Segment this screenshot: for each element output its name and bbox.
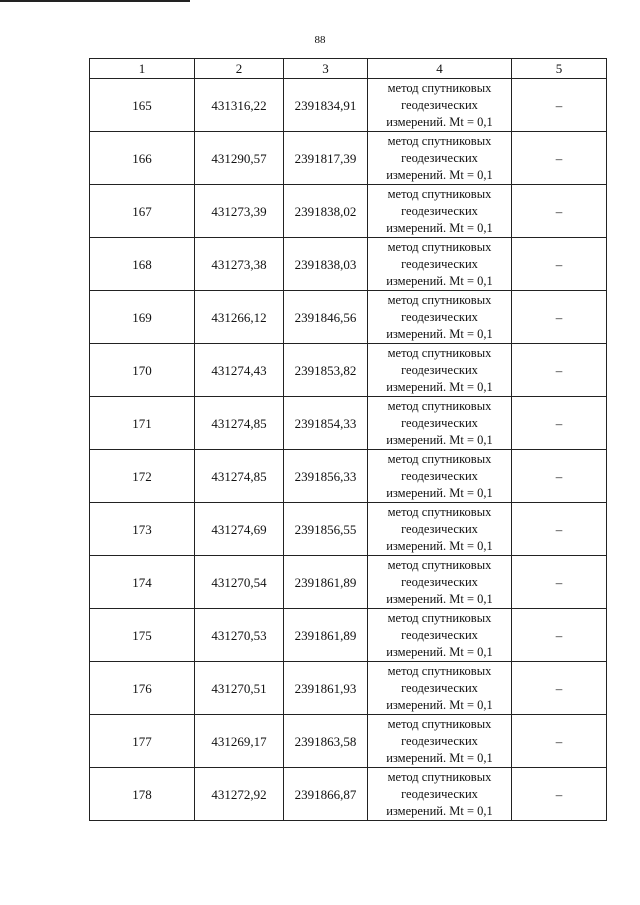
point-number: 169 bbox=[90, 291, 195, 344]
point-number: 165 bbox=[90, 79, 195, 132]
table-row bbox=[90, 132, 607, 185]
method-line: измерений. Mt = 0,1 bbox=[386, 697, 493, 712]
note-dash: – bbox=[512, 185, 607, 238]
method-line: метод спутниковых bbox=[387, 504, 492, 519]
point-number: 167 bbox=[90, 185, 195, 238]
header-col-1: 1 bbox=[90, 59, 195, 79]
coordinate-y: 2391853,82 bbox=[284, 344, 368, 397]
coordinate-y: 2391861,89 bbox=[284, 556, 368, 609]
method-line: измерений. Mt = 0,1 bbox=[386, 273, 493, 288]
note-dash: – bbox=[512, 344, 607, 397]
table-row bbox=[90, 609, 607, 662]
method-line: геодезических bbox=[401, 362, 478, 377]
coordinate-x: 431290,57 bbox=[195, 132, 284, 185]
method-cell bbox=[368, 450, 512, 503]
note-dash: – bbox=[512, 768, 607, 821]
note-dash: – bbox=[512, 79, 607, 132]
method-line: измерений. Mt = 0,1 bbox=[386, 750, 493, 765]
method-line: метод спутниковых bbox=[387, 663, 492, 678]
method-line: измерений. Mt = 0,1 bbox=[386, 644, 493, 659]
method-cell bbox=[368, 132, 512, 185]
method-cell bbox=[368, 344, 512, 397]
method-cell bbox=[368, 503, 512, 556]
note-dash: – bbox=[512, 238, 607, 291]
coordinate-x: 431266,12 bbox=[195, 291, 284, 344]
method-line: измерений. Mt = 0,1 bbox=[386, 114, 493, 129]
coordinate-x: 431272,92 bbox=[195, 768, 284, 821]
method-cell bbox=[368, 715, 512, 768]
table-body bbox=[90, 79, 607, 821]
method-cell bbox=[368, 291, 512, 344]
method-line: метод спутниковых bbox=[387, 557, 492, 572]
coordinate-y: 2391856,33 bbox=[284, 450, 368, 503]
coordinate-x: 431270,51 bbox=[195, 662, 284, 715]
coordinate-y: 2391856,55 bbox=[284, 503, 368, 556]
point-number: 173 bbox=[90, 503, 195, 556]
coordinate-x: 431270,53 bbox=[195, 609, 284, 662]
method-line: измерений. Mt = 0,1 bbox=[386, 591, 493, 606]
method-line: геодезических bbox=[401, 150, 478, 165]
method-line: геодезических bbox=[401, 97, 478, 112]
note-dash: – bbox=[512, 291, 607, 344]
method-line: метод спутниковых bbox=[387, 292, 492, 307]
header-col-4: 4 bbox=[368, 59, 512, 79]
method-cell bbox=[368, 556, 512, 609]
table-row bbox=[90, 450, 607, 503]
table-row bbox=[90, 768, 607, 821]
method-cell bbox=[368, 238, 512, 291]
method-line: измерений. Mt = 0,1 bbox=[386, 167, 493, 182]
method-line: геодезических bbox=[401, 468, 478, 483]
table-row bbox=[90, 238, 607, 291]
method-line: метод спутниковых bbox=[387, 451, 492, 466]
method-line: измерений. Mt = 0,1 bbox=[386, 485, 493, 500]
method-line: метод спутниковых bbox=[387, 769, 492, 784]
header-row bbox=[90, 59, 607, 79]
table-row bbox=[90, 503, 607, 556]
note-dash: – bbox=[512, 609, 607, 662]
coordinate-y: 2391817,39 bbox=[284, 132, 368, 185]
method-cell bbox=[368, 397, 512, 450]
coordinate-y: 2391861,93 bbox=[284, 662, 368, 715]
method-line: геодезических bbox=[401, 627, 478, 642]
coordinate-x: 431269,17 bbox=[195, 715, 284, 768]
point-number: 170 bbox=[90, 344, 195, 397]
method-line: метод спутниковых bbox=[387, 239, 492, 254]
table-row bbox=[90, 715, 607, 768]
method-line: геодезических bbox=[401, 309, 478, 324]
coordinate-x: 431316,22 bbox=[195, 79, 284, 132]
point-number: 178 bbox=[90, 768, 195, 821]
note-dash: – bbox=[512, 662, 607, 715]
coordinate-x: 431274,69 bbox=[195, 503, 284, 556]
header-col-5: 5 bbox=[512, 59, 607, 79]
coordinate-x: 431274,85 bbox=[195, 397, 284, 450]
method-cell bbox=[368, 609, 512, 662]
note-dash: – bbox=[512, 715, 607, 768]
method-line: метод спутниковых bbox=[387, 398, 492, 413]
point-number: 176 bbox=[90, 662, 195, 715]
method-line: метод спутниковых bbox=[387, 716, 492, 731]
method-line: метод спутниковых bbox=[387, 345, 492, 360]
method-line: геодезических bbox=[401, 521, 478, 536]
method-line: метод спутниковых bbox=[387, 610, 492, 625]
coordinate-y: 2391863,58 bbox=[284, 715, 368, 768]
table-row bbox=[90, 662, 607, 715]
coordinate-y: 2391866,87 bbox=[284, 768, 368, 821]
point-number: 172 bbox=[90, 450, 195, 503]
note-dash: – bbox=[512, 450, 607, 503]
note-dash: – bbox=[512, 132, 607, 185]
method-line: метод спутниковых bbox=[387, 133, 492, 148]
coordinate-y: 2391838,03 bbox=[284, 238, 368, 291]
method-line: метод спутниковых bbox=[387, 80, 492, 95]
coordinate-y: 2391838,02 bbox=[284, 185, 368, 238]
method-cell bbox=[368, 768, 512, 821]
table-row bbox=[90, 185, 607, 238]
page-number: 88 bbox=[314, 34, 326, 46]
table-row bbox=[90, 79, 607, 132]
method-line: измерений. Mt = 0,1 bbox=[386, 326, 493, 341]
coordinate-x: 431273,39 bbox=[195, 185, 284, 238]
point-number: 174 bbox=[90, 556, 195, 609]
method-cell bbox=[368, 185, 512, 238]
method-line: измерений. Mt = 0,1 bbox=[386, 803, 493, 818]
point-number: 177 bbox=[90, 715, 195, 768]
note-dash: – bbox=[512, 503, 607, 556]
method-line: геодезических bbox=[401, 733, 478, 748]
table-row bbox=[90, 344, 607, 397]
method-line: геодезических bbox=[401, 574, 478, 589]
header-col-2: 2 bbox=[195, 59, 284, 79]
method-cell bbox=[368, 662, 512, 715]
method-line: геодезических bbox=[401, 415, 478, 430]
method-line: измерений. Mt = 0,1 bbox=[386, 538, 493, 553]
method-line: геодезических bbox=[401, 680, 478, 695]
table-row bbox=[90, 397, 607, 450]
coordinate-x: 431274,43 bbox=[195, 344, 284, 397]
table-row bbox=[90, 291, 607, 344]
method-line: геодезических bbox=[401, 203, 478, 218]
method-line: метод спутниковых bbox=[387, 186, 492, 201]
point-number: 166 bbox=[90, 132, 195, 185]
point-number: 168 bbox=[90, 238, 195, 291]
coordinates-table bbox=[89, 58, 607, 821]
method-line: геодезических bbox=[401, 786, 478, 801]
coordinate-y: 2391861,89 bbox=[284, 609, 368, 662]
coordinate-x: 431270,54 bbox=[195, 556, 284, 609]
note-dash: – bbox=[512, 556, 607, 609]
point-number: 175 bbox=[90, 609, 195, 662]
point-number: 171 bbox=[90, 397, 195, 450]
method-line: измерений. Mt = 0,1 bbox=[386, 432, 493, 447]
method-cell bbox=[368, 79, 512, 132]
table-header bbox=[90, 59, 607, 79]
table-row bbox=[90, 556, 607, 609]
coordinate-x: 431273,38 bbox=[195, 238, 284, 291]
method-line: измерений. Mt = 0,1 bbox=[386, 220, 493, 235]
coordinate-y: 2391854,33 bbox=[284, 397, 368, 450]
coordinate-y: 2391846,56 bbox=[284, 291, 368, 344]
note-dash: – bbox=[512, 397, 607, 450]
coordinate-x: 431274,85 bbox=[195, 450, 284, 503]
method-line: измерений. Mt = 0,1 bbox=[386, 379, 493, 394]
top-rule bbox=[0, 0, 190, 2]
header-col-3: 3 bbox=[284, 59, 368, 79]
method-line: геодезических bbox=[401, 256, 478, 271]
coordinate-y: 2391834,91 bbox=[284, 79, 368, 132]
